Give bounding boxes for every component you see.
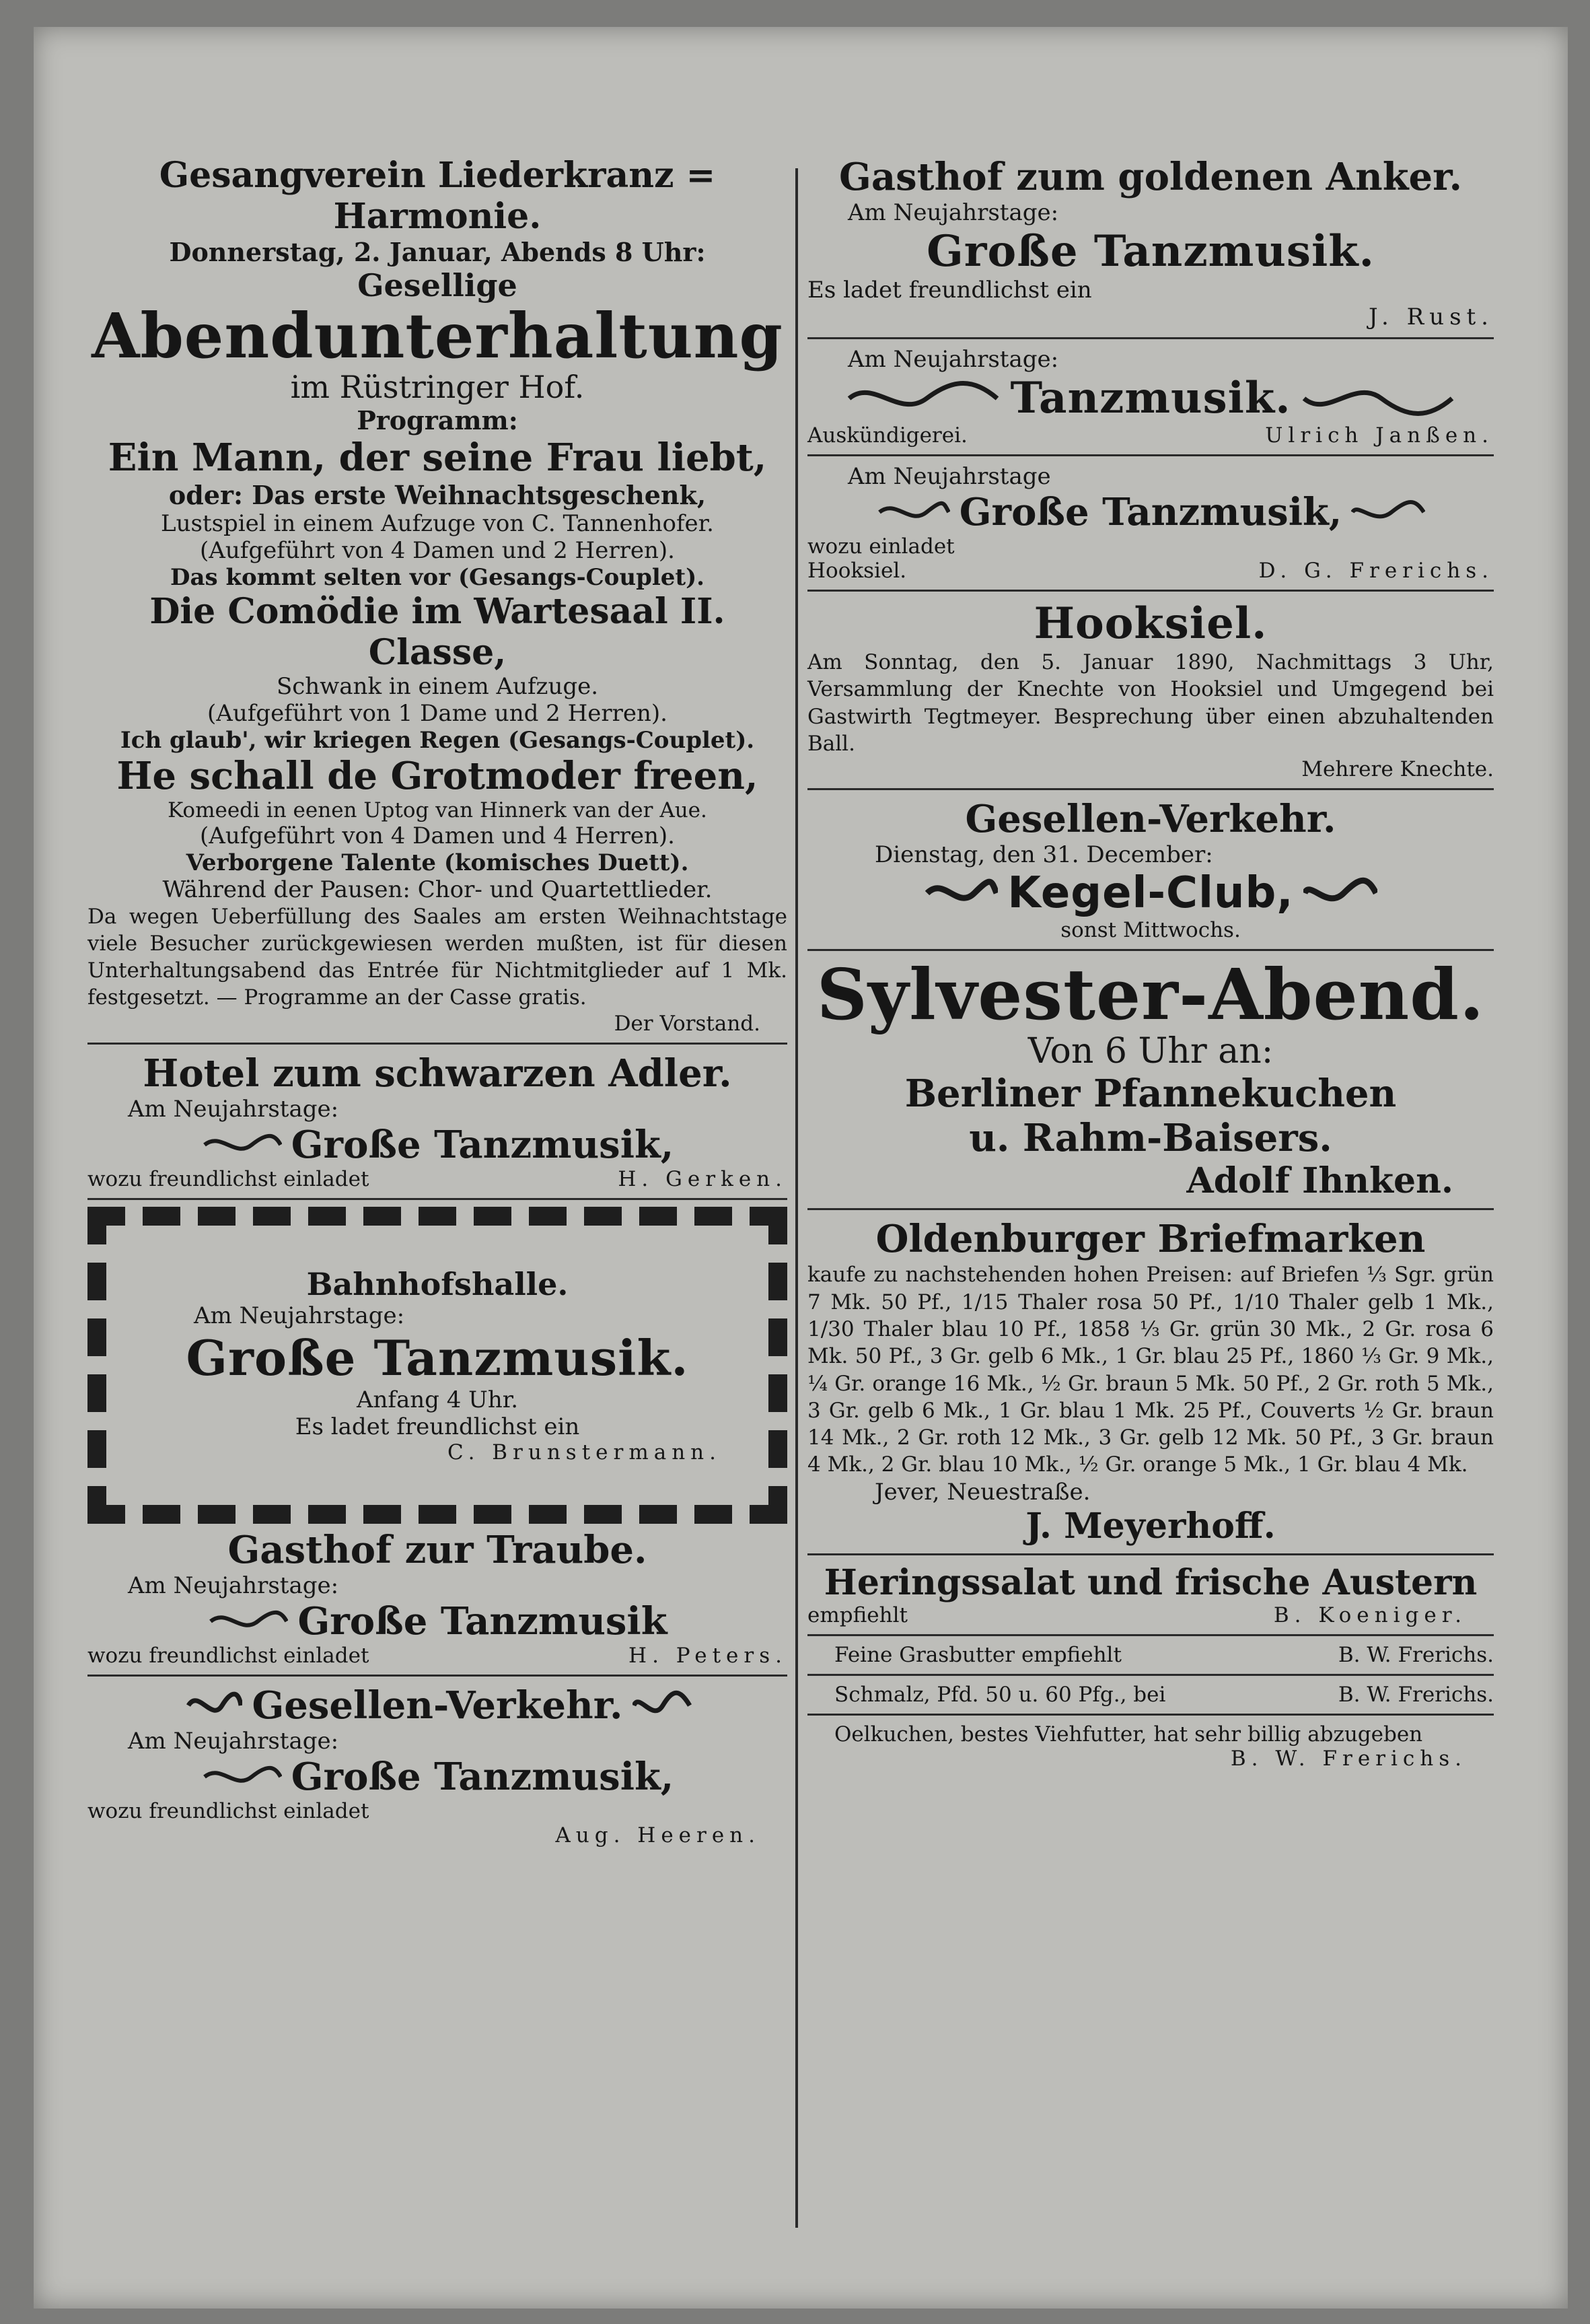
advertiser-name: B. W. Frerichs. <box>1338 1642 1494 1667</box>
invite-text: wozu freundlichst einladet <box>87 1166 369 1191</box>
ad-title: Abendunterhaltung <box>92 300 783 372</box>
separator <box>807 590 1494 592</box>
ad-title: Gesellen-Verkehr. <box>965 797 1336 842</box>
separator <box>807 1674 1494 1676</box>
ad-liederkranz <box>87 155 787 1036</box>
notice-text: Da wegen Ueberfüllung des Saales am ersten Weihnachtstage viele Besucher zurückgewiesen werden mußten, ist für diesen Unterhaltungsabend das Entrée für Nichtmitglieder auf 1 Mk. festgesetzt. — Programme an der Casse gratis. <box>87 904 787 1010</box>
ad-oelkuchen <box>807 1722 1494 1771</box>
ad-bahnhofshalle <box>87 1207 787 1524</box>
ad-text: kaufe zu nachstehenden hohen Preisen: auf Briefen ⅓ Sgr. grün 7 Mk. 50 Pf., 1/15 Thaler rosa 50 Pf., 1/10 Thaler gelb 1 Mk., 1/30 Thaler blau 10 Pf., 1858 ⅓ Gr. grün 30 Mk., 2 Gr. rosa 6 Mk. 50 Pf., 3 Gr. gelb 6 Mk., 1 Gr. blau 25 Pf., 1860 ⅓ Gr. 9 Mk., ¼ Gr. orange 16 Mk., ½ Gr. braun 5 Mk. 50 Pf., 2 Gr. roth 5 Mk., 3 Gr. gelb 6 Mk., 1 Gr. blau 1 Mk. 25 Pf., Couverts ½ Gr. braun 14 Mk., 2 Gr. roth 12 Mk., 3 Gr. gelb 12 Mk. 50 Pf., 3 Gr. braun 4 Mk., 2 Gr. blau 10 Mk., ½ Gr. orange 5 Mk., 1 Gr. blau 4 Mk. <box>807 1263 1494 1477</box>
ad-header: Gesangverein Liederkranz = Harmonie. <box>159 155 716 237</box>
invite-text: Es ladet freundlichst ein <box>295 1413 580 1440</box>
ad-event: Große Tanzmusik <box>297 1598 667 1644</box>
separator <box>807 1208 1494 1210</box>
ornament-line <box>807 868 1494 918</box>
advertiser-name: D. G. Frerichs. <box>1258 559 1494 583</box>
advertiser-name: B. W. Frerichs. <box>1230 1746 1467 1771</box>
separator <box>807 454 1494 456</box>
advertiser-name: Ulrich Janßen. <box>1265 423 1494 448</box>
ad-schmalz <box>807 1683 1494 1707</box>
ad-date: Am Neujahrstage: <box>128 1095 339 1123</box>
ornament-icon <box>201 1763 282 1790</box>
ad-kegel-club <box>807 797 1494 942</box>
program-item-title: He schall de Grotmoder freen, <box>116 753 758 798</box>
ad-title: Gasthof zur Traube. <box>227 1527 647 1572</box>
program-item-desc: Schwank in einem Aufzuge. <box>276 672 599 700</box>
program-item: Verborgene Talente (komisches Duett). <box>186 849 689 876</box>
ad-janssen <box>807 346 1494 448</box>
program-item-subtitle: oder: Das erste Weihnachtsgeschenk, <box>168 479 707 510</box>
ornament-icon <box>1303 873 1377 913</box>
invite-row <box>807 1603 1494 1627</box>
ad-date: Dienstag, den 31. December: <box>875 841 1213 869</box>
ad-event: Große Tanzmusik, <box>959 490 1342 534</box>
ad-traube <box>87 1528 787 1668</box>
ad-title: Sylvester-Abend. <box>816 953 1485 1036</box>
ad-text: Oelkuchen, bestes Viehfutter, hat sehr billig abzugeben <box>834 1722 1423 1747</box>
ad-time: Von 6 Uhr an: <box>1027 1031 1274 1072</box>
ad-title: Heringssalat und frische Austern <box>824 1561 1478 1603</box>
advertiser-name: B. W. Frerichs. <box>1338 1682 1494 1707</box>
ornament-icon <box>924 873 998 913</box>
program-item-cast: (Aufgeführt von 4 Damen und 2 Herren). <box>200 536 675 564</box>
ad-event: Große Tanzmusik, <box>291 1754 674 1799</box>
invite-row <box>807 1683 1494 1707</box>
ornament-line <box>87 1755 787 1799</box>
ad-note: sonst Mittwochs. <box>1060 918 1241 943</box>
invite-text: Es ladet freundlichst ein <box>807 277 1092 304</box>
ad-line: Berliner Pfannekuchen <box>904 1071 1397 1117</box>
ad-venue: im Rüstringer Hof. <box>290 368 585 405</box>
program-item-cast: (Aufgeführt von 4 Damen und 4 Herren). <box>200 822 675 849</box>
ad-subtitle: Gesellige <box>357 267 517 304</box>
ad-text: Schmalz, Pfd. 50 u. 60 Pfg., bei <box>834 1682 1166 1707</box>
ornament-icon <box>1301 378 1455 419</box>
program-item-title: Ein Mann, der seine Frau liebt, <box>108 435 767 480</box>
ad-date: Am Neujahrstage: <box>848 346 1059 373</box>
ad-event: Kegel-Club, <box>1007 868 1294 919</box>
ad-title: Gasthof zum goldenen Anker. <box>839 155 1462 199</box>
separator <box>87 1675 787 1677</box>
invite-text: wozu freundlichst einladet <box>87 1798 369 1823</box>
separator <box>807 788 1494 790</box>
column-divider <box>795 168 798 2228</box>
program-item: Das kommt selten vor (Gesangs-Couplet). <box>170 563 705 591</box>
ornament-icon <box>1351 499 1425 526</box>
ad-line: u. Rahm-Baisers. <box>969 1116 1332 1161</box>
ad-event: Große Tanzmusik. <box>927 226 1375 277</box>
ad-title: Oldenburger Briefmarken <box>875 1217 1426 1262</box>
advertiser-name: H. Gerken. <box>618 1166 787 1191</box>
start-time: Anfang 4 Uhr. <box>356 1386 519 1413</box>
invite-row <box>807 559 1494 583</box>
invite-text: wozu einladet <box>807 534 955 559</box>
ad-date: Am Neujahrstage: <box>128 1727 339 1755</box>
separator <box>87 1198 787 1200</box>
advertiser-name: B. Koeniger. <box>1273 1603 1467 1627</box>
invite-text: empfiehlt <box>807 1603 908 1627</box>
program-item-cast: (Aufgeführt von 1 Dame und 2 Herren). <box>207 699 667 727</box>
separator <box>807 1553 1494 1555</box>
advertiser-name: J. Meyerhoff. <box>1025 1505 1276 1547</box>
ad-schwarzer-adler <box>87 1051 787 1191</box>
advertiser-name: Mehrere Knechte. <box>1301 757 1494 782</box>
signature: Der Vorstand. <box>614 1011 760 1036</box>
ad-date: Donnerstag, 2. Januar, Abends 8 Uhr: <box>169 237 706 267</box>
ad-title: Hotel zum schwarzen Adler. <box>143 1051 732 1096</box>
ornament-icon <box>846 378 1001 419</box>
ornament-icon <box>201 1131 282 1158</box>
left-column <box>87 155 787 1847</box>
place-text: Hooksiel. <box>807 559 907 583</box>
ad-event: Große Tanzmusik, <box>291 1122 674 1167</box>
place-text: Auskündigerei. <box>807 423 968 448</box>
ad-event: Große Tanzmusik. <box>186 1329 689 1386</box>
ad-grasbutter <box>807 1643 1494 1667</box>
ornament-icon <box>207 1608 288 1635</box>
ornament-line <box>87 1599 787 1644</box>
ad-gesellen-verkehr-left <box>87 1683 787 1847</box>
ad-briefmarken <box>807 1217 1494 1546</box>
ornament-line <box>807 490 1494 534</box>
right-column <box>807 155 1494 1771</box>
separator <box>807 949 1494 951</box>
program-label: Programm: <box>357 404 518 435</box>
ad-event: Tanzmusik. <box>1010 373 1291 423</box>
ornament-icon <box>876 499 950 526</box>
invite-row <box>807 1643 1494 1667</box>
ornament-line <box>87 1683 787 1728</box>
advertiser-name: Adolf Ihnken. <box>1186 1160 1453 1202</box>
program-item: Ich glaub', wir kriegen Regen (Gesangs-Couplet). <box>120 726 755 754</box>
ad-goldener-anker <box>807 155 1494 330</box>
ad-date: Am Neujahrstage: <box>848 199 1059 226</box>
ad-text: Feine Grasbutter empfiehlt <box>834 1642 1122 1667</box>
invite-row <box>87 1167 787 1191</box>
ad-sylvester <box>807 953 1494 1202</box>
separator <box>807 1634 1494 1636</box>
program-item-title: Die Comödie im Wartesaal II. Classe, <box>149 590 725 673</box>
ad-hooksiel <box>807 598 1494 781</box>
invite-text: wozu freundlichst einladet <box>87 1643 369 1668</box>
ad-title: Hooksiel. <box>1034 598 1268 649</box>
advertiser-name: H. Peters. <box>628 1643 787 1668</box>
advertiser-name: J. Rust. <box>1368 304 1494 330</box>
program-item-desc: Komeedi in eenen Uptog van Hinnerk van der Aue. <box>168 798 707 822</box>
ad-frerichs-tanz <box>807 463 1494 583</box>
separator <box>87 1043 787 1045</box>
advertiser-name: C. Brunstermann. <box>447 1440 721 1465</box>
ad-title: Bahnhofshalle. <box>306 1265 569 1302</box>
program-item-desc: Lustspiel in einem Aufzuge von C. Tannenhofer. <box>161 509 714 537</box>
ad-date: Am Neujahrstage: <box>128 1572 339 1599</box>
separator <box>807 1714 1494 1716</box>
invite-row <box>807 423 1494 448</box>
separator <box>807 337 1494 339</box>
ornament-line <box>807 373 1494 423</box>
pauses-note: Während der Pausen: Chor- und Quartettlieder. <box>162 876 713 903</box>
newspaper-page <box>34 27 1568 2309</box>
advertiser-name: Aug. Heeren. <box>555 1823 760 1847</box>
ornament-line <box>87 1123 787 1167</box>
ad-date: Am Neujahrstage <box>848 463 1051 490</box>
ad-text: Am Sonntag, den 5. Januar 1890, Nachmittags 3 Uhr, Versammlung der Knechte von Hooksiel und Umgegend bei Gastwirth Tegtmeyer. Besprechung über einen abzuhaltenden Ball. <box>807 650 1494 756</box>
ornament-icon <box>633 1685 693 1726</box>
place-text: Jever, Neuestraße. <box>875 1478 1091 1506</box>
ornament-icon <box>182 1685 242 1726</box>
ad-title: Gesellen-Verkehr. <box>252 1683 623 1728</box>
invite-row <box>87 1644 787 1668</box>
ad-heringssalat <box>807 1562 1494 1627</box>
ad-date: Am Neujahrstage: <box>194 1302 405 1329</box>
